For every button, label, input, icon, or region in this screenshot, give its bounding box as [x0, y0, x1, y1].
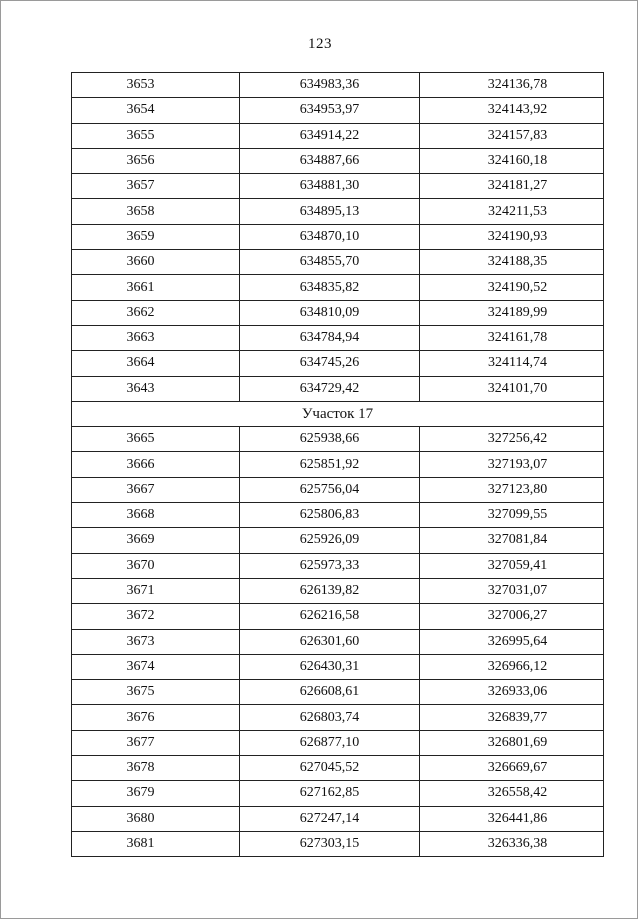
table-row [72, 477, 604, 502]
table-row [72, 730, 604, 755]
y-coordinate-cell: 324211,53 [420, 199, 604, 224]
point-number-cell: 3669 [72, 528, 240, 553]
table-row [72, 300, 604, 325]
x-coordinate-cell: 625973,33 [240, 553, 420, 578]
table-row [72, 831, 604, 856]
x-coordinate-cell: 627045,52 [240, 756, 420, 781]
table-row [72, 705, 604, 730]
y-coordinate-cell: 327193,07 [420, 452, 604, 477]
table-row [72, 224, 604, 249]
section-header-row [72, 401, 604, 426]
table-row [72, 781, 604, 806]
table-row [72, 376, 604, 401]
coordinates-table-part-b [72, 427, 604, 857]
x-coordinate-cell: 634835,82 [240, 275, 420, 300]
table-row [72, 73, 604, 98]
y-coordinate-cell: 327059,41 [420, 553, 604, 578]
x-coordinate-cell: 634914,22 [240, 123, 420, 148]
x-coordinate-cell: 626608,61 [240, 680, 420, 705]
point-number-cell: 3663 [72, 325, 240, 350]
x-coordinate-cell: 625926,09 [240, 528, 420, 553]
point-number-cell: 3656 [72, 148, 240, 173]
point-number-cell: 3678 [72, 756, 240, 781]
y-coordinate-cell: 327099,55 [420, 503, 604, 528]
table-row [72, 123, 604, 148]
table-row [72, 325, 604, 350]
y-coordinate-cell: 324181,27 [420, 174, 604, 199]
x-coordinate-cell: 626301,60 [240, 629, 420, 654]
point-number-cell: 3665 [72, 427, 240, 452]
point-number-cell: 3666 [72, 452, 240, 477]
y-coordinate-cell: 324161,78 [420, 325, 604, 350]
x-coordinate-cell: 634855,70 [240, 250, 420, 275]
point-number-cell: 3677 [72, 730, 240, 755]
y-coordinate-cell: 326933,06 [420, 680, 604, 705]
table-row [72, 98, 604, 123]
point-number-cell: 3676 [72, 705, 240, 730]
y-coordinate-cell: 327256,42 [420, 427, 604, 452]
x-coordinate-cell: 625938,66 [240, 427, 420, 452]
x-coordinate-cell: 625851,92 [240, 452, 420, 477]
table-row [72, 654, 604, 679]
point-number-cell: 3681 [72, 831, 240, 856]
y-coordinate-cell: 324190,52 [420, 275, 604, 300]
y-coordinate-cell: 324157,83 [420, 123, 604, 148]
point-number-cell: 3672 [72, 604, 240, 629]
point-number-cell: 3657 [72, 174, 240, 199]
y-coordinate-cell: 326839,77 [420, 705, 604, 730]
x-coordinate-cell: 634745,26 [240, 351, 420, 376]
table-row [72, 756, 604, 781]
y-coordinate-cell: 327081,84 [420, 528, 604, 553]
y-coordinate-cell: 324188,35 [420, 250, 604, 275]
table-row [72, 148, 604, 173]
x-coordinate-cell: 626803,74 [240, 705, 420, 730]
table-row [72, 578, 604, 603]
y-coordinate-cell: 326669,67 [420, 756, 604, 781]
x-coordinate-cell: 627162,85 [240, 781, 420, 806]
x-coordinate-cell: 634870,10 [240, 224, 420, 249]
y-coordinate-cell: 326336,38 [420, 831, 604, 856]
x-coordinate-cell: 627247,14 [240, 806, 420, 831]
y-coordinate-cell: 327006,27 [420, 604, 604, 629]
point-number-cell: 3679 [72, 781, 240, 806]
table-row [72, 629, 604, 654]
table-row [72, 553, 604, 578]
table-row [72, 174, 604, 199]
point-number-cell: 3667 [72, 477, 240, 502]
x-coordinate-cell: 634729,42 [240, 376, 420, 401]
x-coordinate-cell: 634810,09 [240, 300, 420, 325]
x-coordinate-cell: 634784,94 [240, 325, 420, 350]
x-coordinate-cell: 627303,15 [240, 831, 420, 856]
table-row [72, 351, 604, 376]
table-row [72, 275, 604, 300]
table-row [72, 250, 604, 275]
point-number-cell: 3654 [72, 98, 240, 123]
table-row [72, 199, 604, 224]
x-coordinate-cell: 634895,13 [240, 199, 420, 224]
table-row [72, 528, 604, 553]
point-number-cell: 3680 [72, 806, 240, 831]
x-coordinate-cell: 634887,66 [240, 148, 420, 173]
page-number: 123 [308, 36, 332, 52]
y-coordinate-cell: 326558,42 [420, 781, 604, 806]
point-number-cell: 3662 [72, 300, 240, 325]
y-coordinate-cell: 327031,07 [420, 578, 604, 603]
coordinates-table [71, 72, 604, 857]
point-number-cell: 3653 [72, 73, 240, 98]
y-coordinate-cell: 324101,70 [420, 376, 604, 401]
y-coordinate-cell: 327123,80 [420, 477, 604, 502]
y-coordinate-cell: 324136,78 [420, 73, 604, 98]
table-row [72, 452, 604, 477]
point-number-cell: 3670 [72, 553, 240, 578]
y-coordinate-cell: 324143,92 [420, 98, 604, 123]
y-coordinate-cell: 326801,69 [420, 730, 604, 755]
table-row [72, 427, 604, 452]
point-number-cell: 3675 [72, 680, 240, 705]
point-number-cell: 3674 [72, 654, 240, 679]
y-coordinate-cell: 326995,64 [420, 629, 604, 654]
x-coordinate-cell: 626877,10 [240, 730, 420, 755]
y-coordinate-cell: 324114,74 [420, 351, 604, 376]
point-number-cell: 3668 [72, 503, 240, 528]
y-coordinate-cell: 324189,99 [420, 300, 604, 325]
table-row [72, 806, 604, 831]
x-coordinate-cell: 626216,58 [240, 604, 420, 629]
point-number-cell: 3658 [72, 199, 240, 224]
section-header-group [72, 401, 604, 426]
point-number-cell: 3664 [72, 351, 240, 376]
x-coordinate-cell: 626430,31 [240, 654, 420, 679]
point-number-cell: 3660 [72, 250, 240, 275]
table-row [72, 604, 604, 629]
y-coordinate-cell: 324160,18 [420, 148, 604, 173]
point-number-cell: 3643 [72, 376, 240, 401]
table-row [72, 680, 604, 705]
x-coordinate-cell: 634953,97 [240, 98, 420, 123]
y-coordinate-cell: 326441,86 [420, 806, 604, 831]
coordinates-table-part-a [72, 73, 604, 402]
x-coordinate-cell: 625756,04 [240, 477, 420, 502]
x-coordinate-cell: 634983,36 [240, 73, 420, 98]
section-title: Участок 17 [72, 401, 604, 426]
x-coordinate-cell: 626139,82 [240, 578, 420, 603]
x-coordinate-cell: 634881,30 [240, 174, 420, 199]
y-coordinate-cell: 324190,93 [420, 224, 604, 249]
point-number-cell: 3655 [72, 123, 240, 148]
point-number-cell: 3659 [72, 224, 240, 249]
y-coordinate-cell: 326966,12 [420, 654, 604, 679]
point-number-cell: 3673 [72, 629, 240, 654]
point-number-cell: 3661 [72, 275, 240, 300]
point-number-cell: 3671 [72, 578, 240, 603]
x-coordinate-cell: 625806,83 [240, 503, 420, 528]
table-row [72, 503, 604, 528]
